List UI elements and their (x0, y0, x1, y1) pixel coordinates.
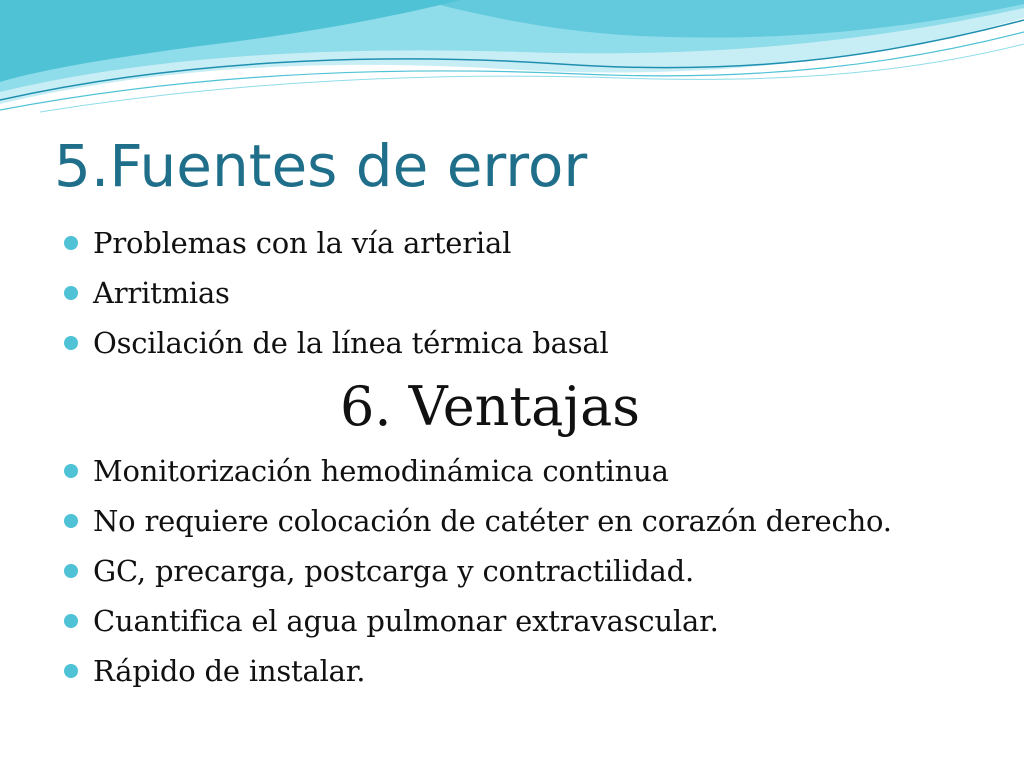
list-item-text: No requiere colocación de catéter en corazón derecho. (93, 504, 892, 538)
list-item (64, 218, 609, 268)
list-item (64, 268, 609, 318)
list-item-text: Monitorización hemodinámica continua (93, 454, 669, 488)
list-item-text: Arritmias (93, 276, 230, 310)
list-item-text: Cuantifica el agua pulmonar extravascular. (93, 604, 719, 638)
bullet-icon (64, 614, 78, 628)
list-item-text: GC, precarga, postcarga y contractilidad. (93, 554, 694, 588)
bullet-icon (64, 564, 78, 578)
list-item-text: Problemas con la vía arterial (93, 226, 512, 260)
list-item (64, 546, 892, 596)
wave-header-decoration (0, 0, 1024, 120)
bullet-icon (64, 664, 78, 678)
list-item (64, 446, 892, 496)
bullet-icon (64, 336, 78, 350)
bullet-icon (64, 286, 78, 300)
bullet-icon (64, 464, 78, 478)
bullet-icon (64, 236, 78, 250)
slide-title: 5.Fuentes de error (54, 132, 588, 200)
list-item-text: Oscilación de la línea térmica basal (93, 326, 609, 360)
list-item-text: Rápido de instalar. (93, 654, 366, 688)
section-heading: 6. Ventajas (340, 375, 641, 438)
list-item (64, 496, 892, 546)
error-sources-list (64, 218, 609, 368)
list-item (64, 646, 892, 696)
advantages-list (64, 446, 892, 696)
bullet-icon (64, 514, 78, 528)
list-item (64, 318, 609, 368)
list-item (64, 596, 892, 646)
